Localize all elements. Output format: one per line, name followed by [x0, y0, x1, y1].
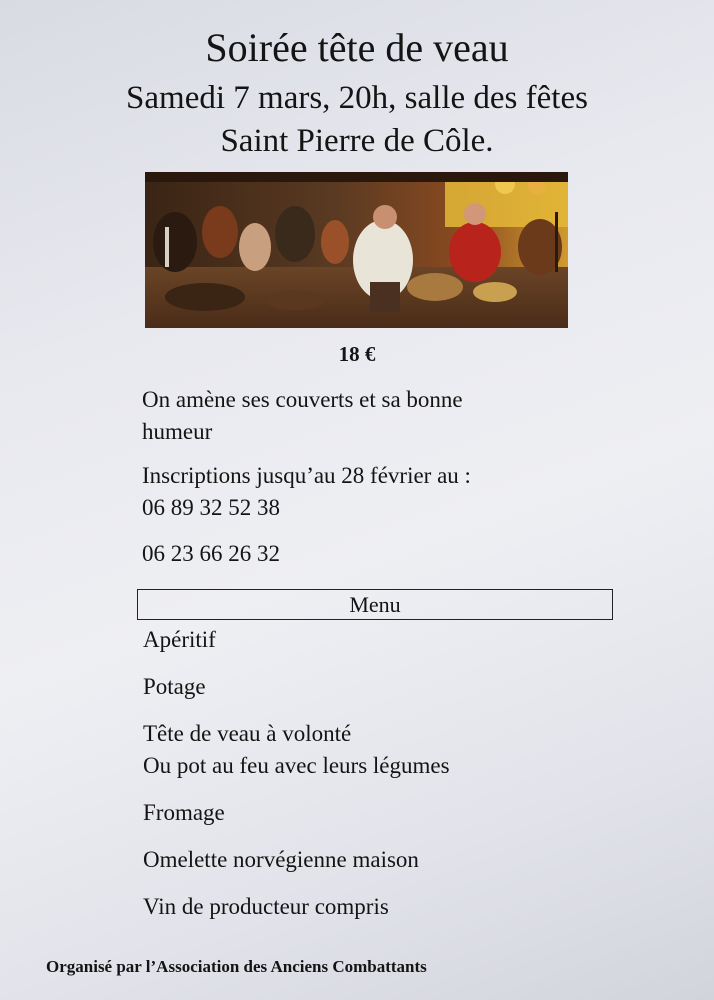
registration-deadline: Inscriptions jusqu’au 28 février au : [142, 463, 471, 488]
price: 18 € [338, 342, 376, 366]
bring-cutlery-note [142, 384, 562, 448]
menu-item-cheese [143, 797, 613, 829]
event-date-location: Samedi 7 mars, 20h, salle des fêtes [126, 80, 588, 116]
feast-painting-image [145, 172, 568, 328]
menu-item-label: Omelette norvégienne maison [143, 847, 419, 872]
menu-item-label: Potage [143, 674, 206, 699]
menu-item-dessert [143, 844, 613, 876]
menu-title: Menu [137, 589, 613, 620]
menu-item-label: Tête de veau à volonté [143, 721, 352, 746]
menu-item-alternative: Ou pot au feu avec leurs légumes [143, 753, 450, 778]
menu-item-aperitif [143, 624, 613, 656]
menu-item-label: Vin de producteur compris [143, 894, 389, 919]
phone-number-1: 06 89 32 52 38 [142, 495, 280, 520]
menu-item-potage [143, 671, 613, 703]
menu-list [143, 624, 613, 938]
phone-number-2: 06 23 66 26 32 [142, 541, 280, 566]
poster-title: Soirée tête de veau [205, 25, 509, 70]
note-line-1: On amène ses couverts et sa bonne [142, 387, 463, 412]
organizer-footer: Organisé par l’Association des Anciens Combattants [46, 957, 427, 976]
menu-item-wine [143, 891, 613, 923]
menu-item-label: Apéritif [143, 627, 216, 652]
event-town: Saint Pierre de Côle. [220, 123, 494, 159]
menu-item-label: Fromage [143, 800, 225, 825]
menu-item-main-course [143, 718, 613, 782]
note-line-2: humeur [142, 419, 213, 444]
registration-info [142, 460, 562, 524]
